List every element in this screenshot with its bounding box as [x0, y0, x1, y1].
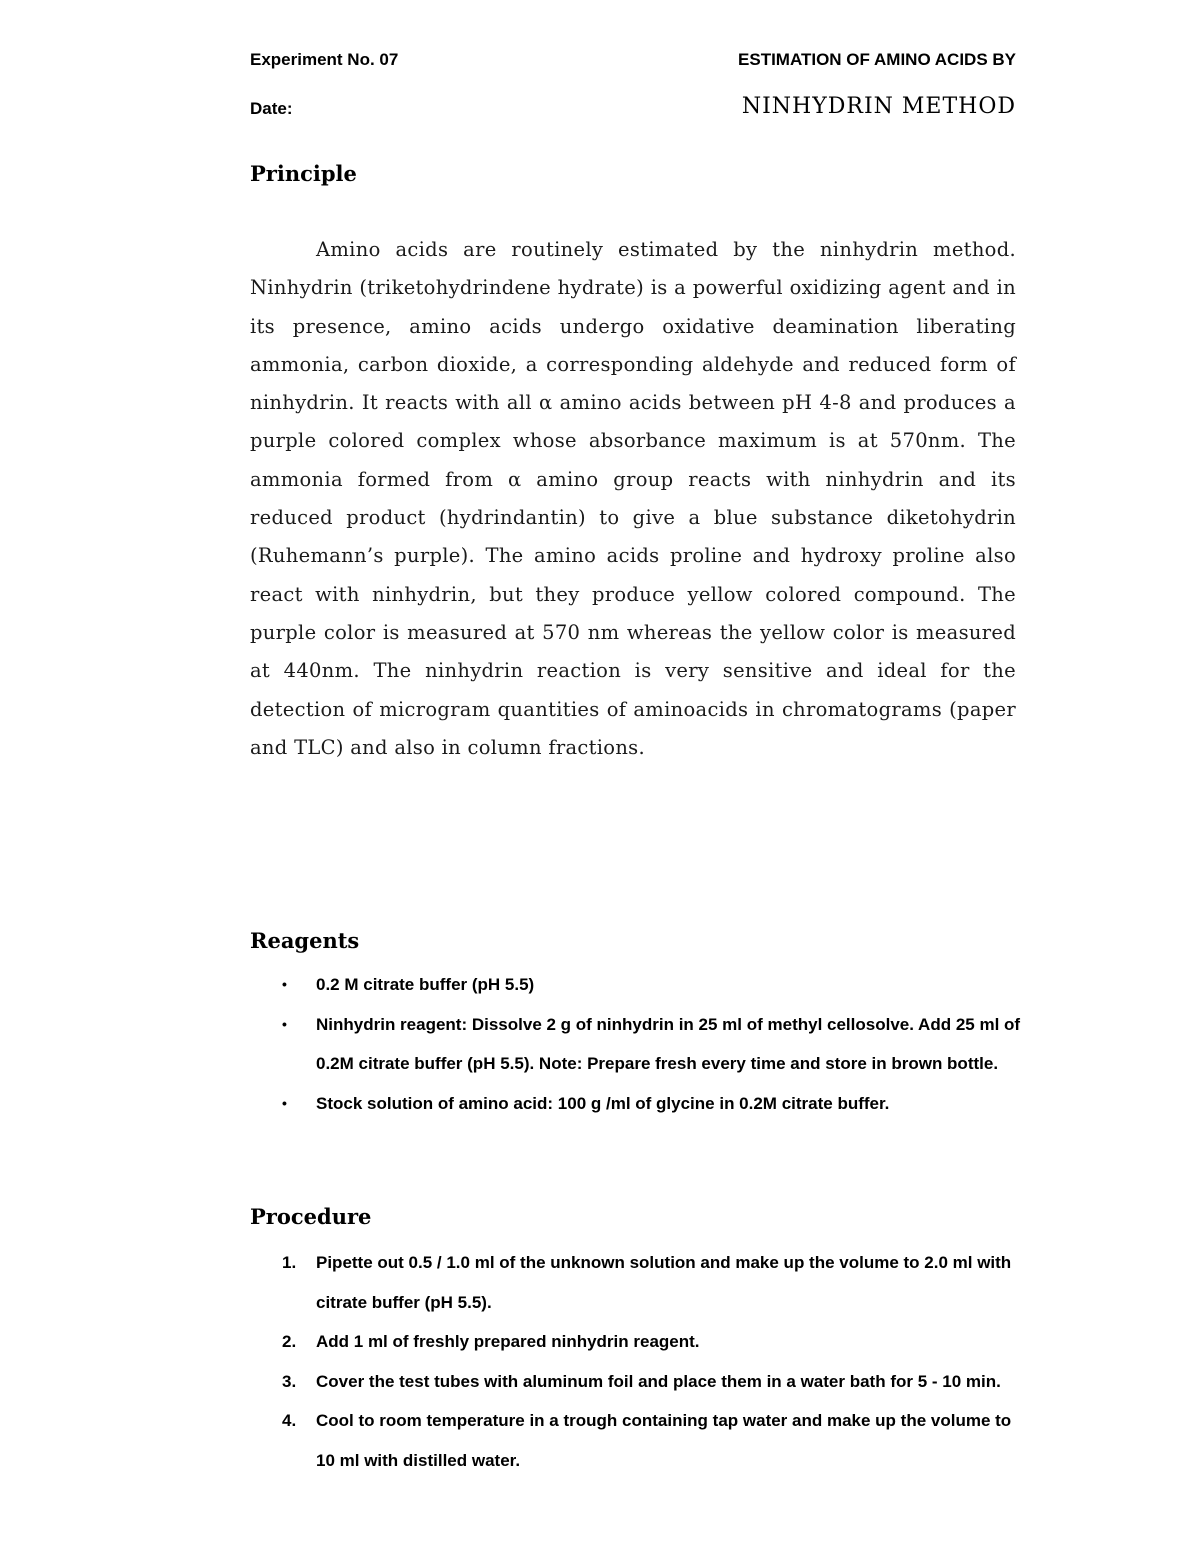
reagent-item-text: Ninhydrin reagent: Dissolve 2 g of ninhydrin in 25 ml of methyl cellosolve. Add 25 ml of 0.2M citrate buffer (pH 5.5). Note: Prepare fresh every time and store in brown bottle. — [316, 1014, 1021, 1073]
procedure-step-number: 3. — [282, 1371, 297, 1391]
reagent-item-text: 0.2 M citrate buffer (pH 5.5) — [316, 975, 535, 994]
procedure-step — [282, 1322, 1021, 1362]
reagent-item-text: Stock solution of amino acid: 100 g /ml of glycine in 0.2M citrate buffer. — [316, 1093, 890, 1113]
procedure-step-number: 1. — [282, 1253, 297, 1272]
reagent-item — [282, 1084, 1026, 1124]
principle-heading: Principle — [250, 161, 357, 186]
procedure-step-number: 2. — [282, 1332, 297, 1351]
reagent-item — [282, 965, 1026, 1005]
date-label: Date: — [250, 99, 293, 118]
procedure-step-text: Cool to room temperature in a trough containing tap water and make up the volume to 10 ml with distilled water. — [316, 1411, 1012, 1470]
procedure-heading: Procedure — [250, 1204, 372, 1229]
reagent-item — [282, 1005, 1026, 1084]
procedure-list — [282, 1243, 1021, 1480]
procedure-step-text: Add 1 ml of freshly prepared ninhydrin reagent. — [316, 1332, 700, 1351]
procedure-step — [282, 1362, 1021, 1402]
principle-paragraph: Amino acids are routinely estimated by the ninhydrin method. Ninhydrin (triketohydrindene hydrate) is a powerful oxidizing agent and in its presence, amino acids undergo oxidative deamination liberating ammonia, carbon dioxide, a corresponding aldehyde and reduced form of ninhydrin. It reacts with all α amino acids between pH 4-8 and produces a purple colored complex whose absorbance maximum is at 570nm. The ammonia formed from α amino group reacts with ninhydrin and its reduced product (hydrindantin) to give a blue substance diketohydrin (Ruhemann’s purple). The amino acids proline and hydroxy proline also react with ninhydrin, but they produce yellow colored compound. The purple color is measured at 570 nm whereas the yellow color is measured at 440nm. The ninhydrin reaction is very sensitive and ideal for the detection of microgram quantities of aminoacids in chromatograms (paper and TLC) and also in column fractions. — [250, 238, 1016, 759]
experiment-number: Experiment No. 07 — [250, 50, 399, 69]
bullet-icon: • — [282, 1015, 287, 1032]
experiment-title-line2: NINHYDRIN METHOD — [741, 94, 1016, 119]
procedure-step — [282, 1401, 1021, 1480]
procedure-step-number: 4. — [282, 1411, 297, 1430]
procedure-step-text: Pipette out 0.5 / 1.0 ml of the unknown solution and make up the volume to 2.0 ml with citrate buffer (pH 5.5). — [316, 1253, 1012, 1312]
reagents-heading: Reagents — [250, 928, 360, 953]
reagents-list — [282, 965, 1026, 1123]
procedure-step — [282, 1243, 1021, 1322]
bullet-icon: • — [282, 976, 287, 992]
experiment-title-line1: ESTIMATION OF AMINO ACIDS BY — [738, 50, 1016, 69]
procedure-step-text: Cover the test tubes with aluminum foil and place them in a water bath for 5 - 10 min. — [316, 1371, 1001, 1391]
bullet-icon: • — [282, 1094, 287, 1111]
